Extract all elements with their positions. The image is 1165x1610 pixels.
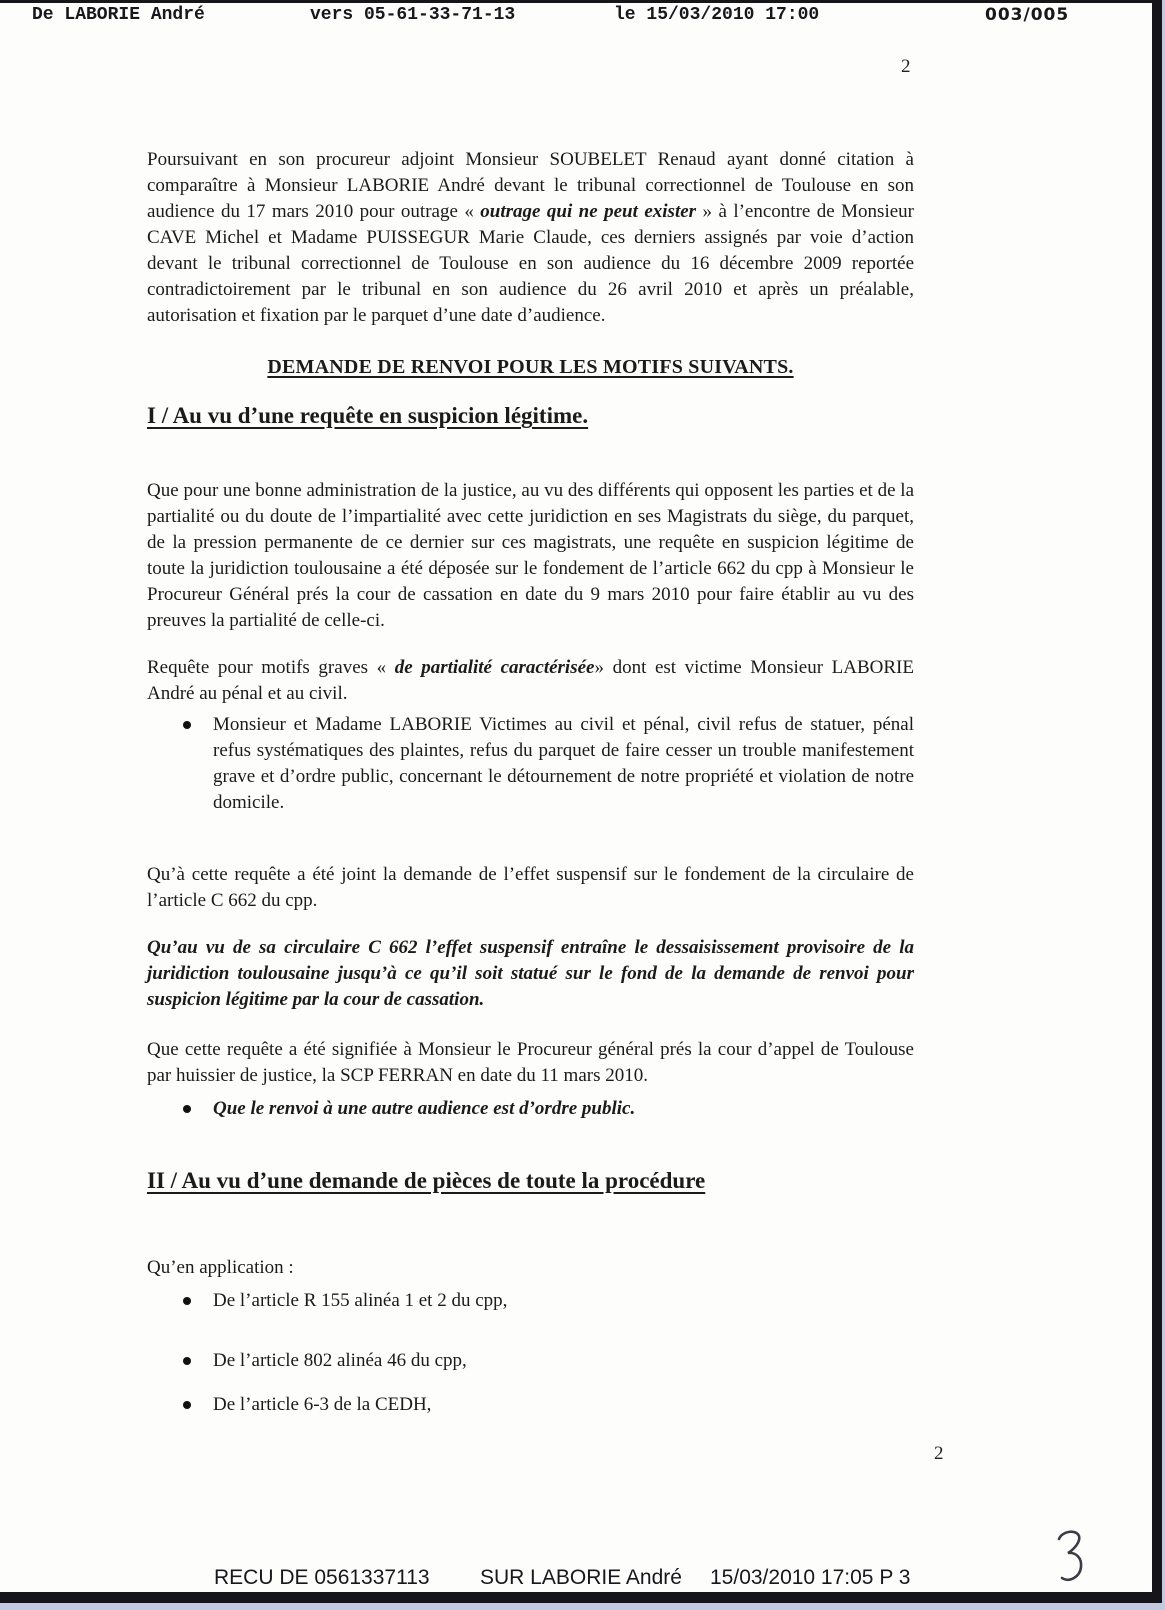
bullet-article-r155 — [147, 1288, 914, 1314]
bullet-article-r155-text: De l’article R 155 alinéa 1 et 2 du cpp, — [213, 1290, 508, 1311]
page-number-bottom: 2 — [934, 1443, 944, 1464]
fax-page-count: 003/005 — [985, 5, 1070, 25]
scan-border-top — [0, 0, 1165, 3]
bullet-renvoi — [147, 1096, 914, 1122]
paragraph-signifiee: Que cette requête a été signifiée à Monsieur le Procureur général prés la cour d’appel de Toulouse par huissier de justice, la SCP FERRAN en date du 11 mars 2010. — [147, 1039, 914, 1086]
rx-received-from: RECU DE 0561337113 — [214, 1566, 430, 1589]
paragraph-joint: Qu’à cette requête a été joint la demande de l’effet suspensif sur le fondement de la circulaire de l’article C 662 du cpp. — [147, 864, 914, 911]
scan-border-bottom — [0, 1592, 1162, 1603]
fax-recipient: vers 05-61-33-71-13 — [310, 5, 516, 25]
bullet-icon — [183, 1357, 191, 1365]
section2-heading: II / Au vu d’une demande de pièces de toute la procédure — [147, 1168, 706, 1193]
paragraph-application: Qu’en application : — [147, 1257, 294, 1278]
bullet-renvoi-text: Que le renvoi à une autre audience est d’ordre public. — [213, 1098, 636, 1119]
bullet-icon — [183, 1105, 191, 1113]
bullet-article-802-text: De l’article 802 alinéa 46 du cpp, — [213, 1350, 467, 1371]
rx-received-on: SUR LABORIE André — [480, 1566, 682, 1589]
page-number-top: 2 — [901, 56, 911, 77]
handwritten-page-number — [1052, 1528, 1090, 1589]
main-heading: DEMANDE DE RENVOI POUR LES MOTIFS SUIVANTS. — [267, 356, 794, 378]
bullet-article-802 — [147, 1348, 914, 1374]
bullet-article-cedh — [147, 1392, 914, 1418]
bullet-article-cedh-text: De l’article 6-3 de la CEDH, — [213, 1394, 432, 1415]
intro-text-1: Poursuivant en son procureur adjoint Monsieur SOUBELET Renaud ayant donné citation à comparaître à Monsieur LABORIE André devant le tribunal correctionnel de Toulouse en son audience du 17 mars 2010 pour outrage « — [147, 149, 914, 222]
rx-datetime-page: 15/03/2010 17:05 P 3 — [710, 1566, 911, 1589]
fax-sender: De LABORIE André — [32, 5, 205, 25]
fax-datetime: le 15/03/2010 17:00 — [614, 5, 820, 25]
paragraph-circulaire: Qu’au vu de sa circulaire C 662 l’effet suspensif entraîne le dessaisissement provisoire de la juridiction toulousaine jusqu’à ce qu’il soit statué sur le fond de la demande de renvoi pour suspicion légitime par la cour de cassation. — [147, 937, 914, 1010]
paragraph-administration: Que pour une bonne administration de la justice, au vu des différents qui opposent les parties et de la partialité ou du doute de l’impartialité avec cette juridiction en ses Magistrats du siège, du parquet, de la pression permanente de ce dernier sur ces magistrats, une requête en suspicion légitime de toute la juridiction toulousaine a été déposée sur le fondement de l’article 662 du cpp à Monsieur le Procureur Général prés la cour de cassation en date du 9 mars 2010 pour faire établir au vu des preuves la partialité de celle-ci. — [147, 480, 914, 631]
section1-heading: I / Au vu d’une requête en suspicion légitime. — [147, 403, 589, 428]
scan-edge-bottom — [0, 1603, 1162, 1610]
intro-emphasis: outrage qui ne peut exister — [480, 201, 697, 222]
paragraph-requete — [147, 655, 914, 707]
requete-text-1: Requête pour motifs graves « — [147, 657, 395, 678]
requete-text-2: » dont est victime Monsieur LABORIE André au pénal et au civil. — [147, 657, 914, 704]
bullet-icon — [183, 721, 191, 729]
bullet-victimes — [147, 712, 914, 816]
handwritten-3-icon — [1052, 1528, 1090, 1584]
paragraph-intro — [147, 147, 914, 329]
requete-emphasis: de partialité caractérisée — [394, 657, 595, 678]
scan-border-right — [1152, 0, 1162, 1594]
bullet-icon — [183, 1401, 191, 1409]
bullet-victimes-text: Monsieur et Madame LABORIE Victimes au civil et pénal, civil refus de statuer, pénal refus systématiques des plaintes, refus du parquet de faire cesser un trouble manifestement grave et d’ordre public, concernant le détournement de notre propriété et violation de notre domicile. — [213, 714, 914, 813]
intro-text-2: » à l’encontre de Monsieur CAVE Michel et Madame PUISSEGUR Marie Claude, ces derniers assignés par voie d’action devant le tribunal correctionnel de Toulouse en son audience du 16 décembre 2009 reportée contradictoirement par le tribunal en son audience du 26 avril 2010 et après un préalable, autorisation et fixation par le parquet d’une date d’audience. — [147, 201, 914, 326]
bullet-icon — [183, 1297, 191, 1305]
